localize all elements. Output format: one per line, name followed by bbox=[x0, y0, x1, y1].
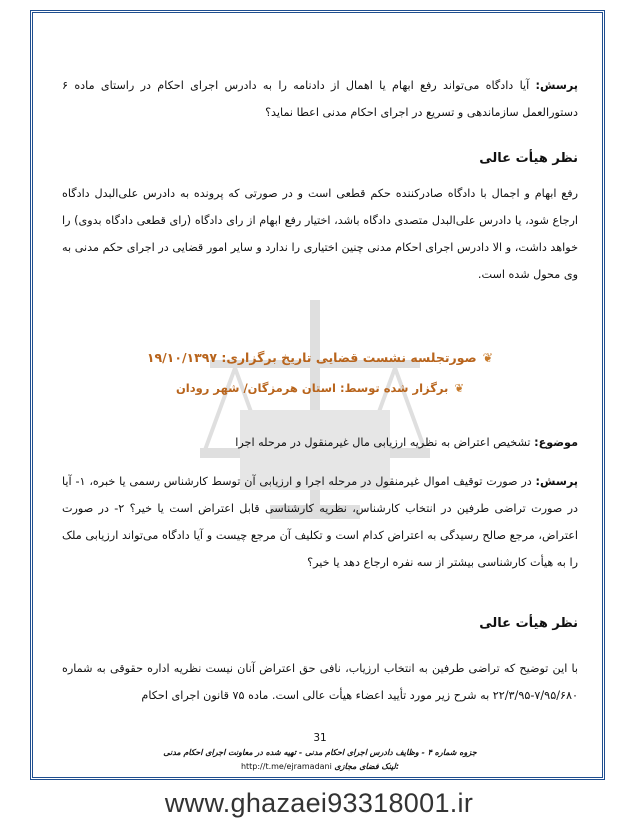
leaf-icon: ❦ bbox=[454, 381, 464, 395]
question-paragraph-2 bbox=[62, 468, 578, 576]
opinion-paragraph-1: رفع ابهام و اجمال با دادگاه صادرکننده حکم قطعی است و در صورتی که پرونده به دادرس علی‌البدل دادگاه ارجاع شود، یا دادرس علی‌البدل متصدی دادگاه باشد، اختیار رفع ابهام از رای دادگاه (رای قطعی دادگاه بدوی) را خواهد داشت، و الا دادرس اجرای احکام مدنی چنین اختیاری را ندارد و سایر امور قضایی در اجرای حکم مدنی به وی محول شده است. bbox=[62, 187, 578, 281]
question-label: پرسش: bbox=[535, 79, 578, 92]
footer-link-line bbox=[62, 762, 578, 771]
session-host-text: برگزار شده توسط: استان هرمزگان/ شهر رودان bbox=[175, 381, 449, 395]
question-paragraph-1 bbox=[62, 72, 578, 126]
question-label: پرسش: bbox=[535, 475, 578, 488]
leaf-icon: ❦ bbox=[482, 350, 494, 365]
link-label: لینک فضای مجازی: bbox=[334, 762, 400, 771]
question-text: آیا دادگاه می‌تواند رفع ابهام یا اهمال از دادنامه را به دادرس اجرای احکام در راستای ماده ۶ دستورالعمل سازماندهی و تسریع در اجرای احکام مدنی اعطا نماید؟ bbox=[62, 79, 578, 119]
page-number: 31 bbox=[313, 732, 327, 744]
section-heading-opinion-2: نظر هیأت عالی bbox=[479, 616, 578, 631]
section-heading-opinion-1: نظر هیأت عالی bbox=[479, 151, 578, 166]
link-url[interactable]: http://t.me/ejramadani bbox=[240, 762, 332, 771]
topic-text: تشخیص اعتراض به نظریه ارزیابی مال غیرمنقول در مرحله اجرا bbox=[235, 436, 531, 449]
topic-label: موضوع: bbox=[534, 436, 578, 449]
opinion-paragraph-2: با این توضیح که تراضی طرفین به انتخاب ارزیاب، نافی حق اعتراض آنان نیست نظریه اداره حقوقی به شماره ۷/۹۵/۶۸۰-۲۲/۳/۹۵ به شرح زیر مورد تأیید اعضاء هیأت عالی است. ماده ۷۵ قانون اجرای احکام bbox=[62, 662, 578, 702]
session-title bbox=[62, 350, 578, 365]
booklet-line: جزوه شماره ۴ - وظایف دادرس اجرای احکام مدنی - تهیه شده در معاونت اجرای احکام مدنی bbox=[163, 748, 477, 757]
question-text: در صورت توقیف اموال غیرمنقول در مرحله اجرا و ارزیابی آن توسط کارشناس رسمی یا خبره، ۱- آیا در صورت تراضی طرفین در انتخاب کارشناس، نظریه کارشناسی قابل اعتراض است یا خیر؟ ۲- در صورت اعتراض، مرجع صالح رسیدگی به اعتراض کدام است و تکلیف آن مرجع چیست و آیا دادگاه می‌تواند ارزیابی ملک را به هیأت کارشناسی بیشتر از سه نفره ارجاع دهد یا خیر؟ bbox=[62, 475, 578, 569]
session-host bbox=[62, 381, 578, 395]
session-title-text: صورتجلسه نشست قضایی تاریخ برگزاری: ۱۹/۱۰/۱۳۹۷ bbox=[146, 350, 477, 365]
site-watermark-url: www.ghazaei93318001.ir bbox=[164, 788, 474, 818]
topic-line bbox=[62, 432, 578, 454]
